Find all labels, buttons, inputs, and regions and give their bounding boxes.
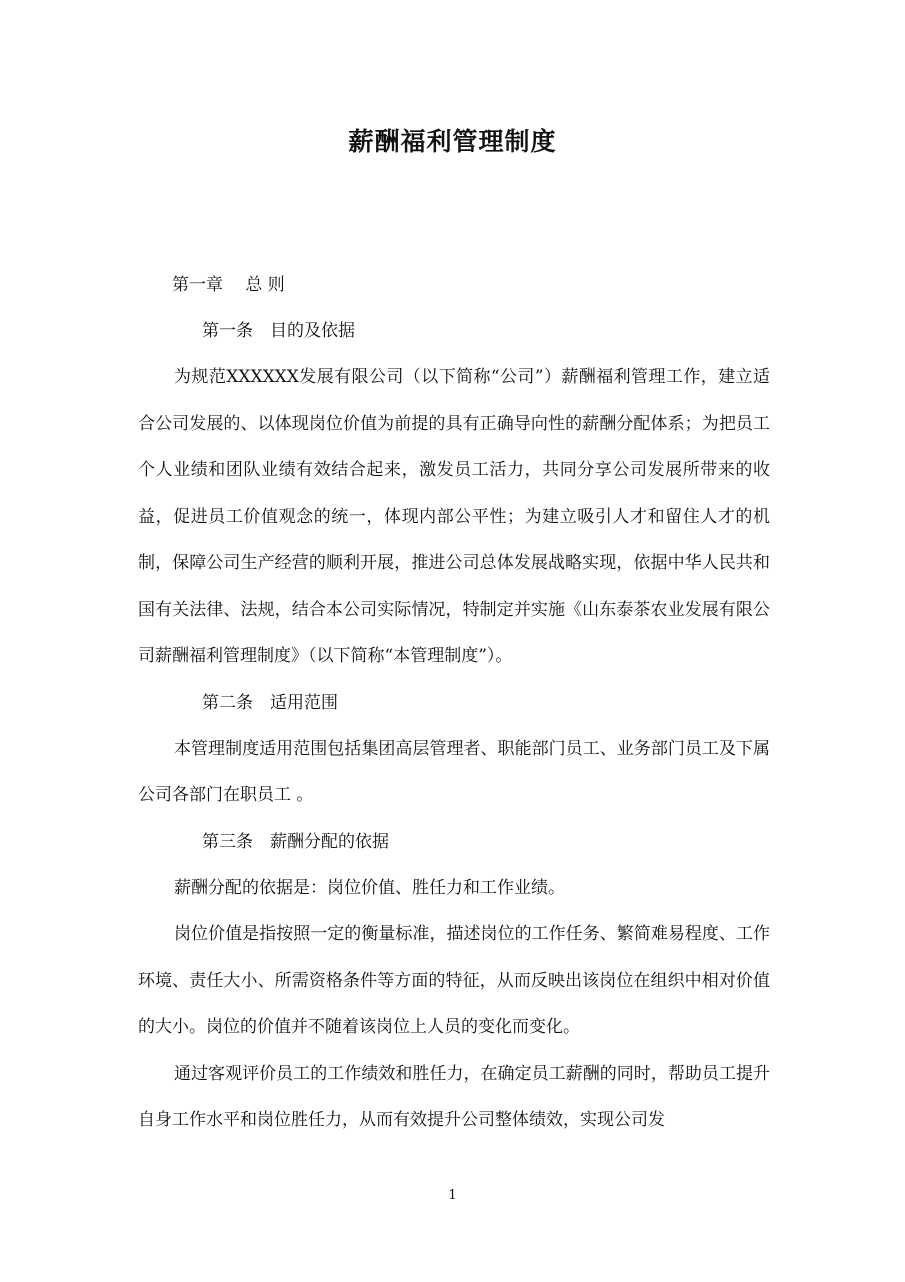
article-1-paragraph: 为规范XXXXXX发展有限公司（以下简称“公司”）薪酬福利管理工作，建立适合公司发展的、以体现岗位价值为前提的具有正确导向性的薪酬分配体系；为把员工个人业绩和团队业绩有效结合起来，激发员工活力，共同分享公司发展所带来的收益，促进员工价值观念的统一，体现内部公平性；为建立吸引人才和留住人才的机制，保障公司生产经营的顺利开展，推进公司总体发展战略实现，依据中华人民共和国有关法律、法规，结合本公司实际情况，特制定并实施《山东泰茶农业发展有限公司薪酬福利管理制度》（以下简称“本管理制度”）。 xyxy=(138,367,770,666)
article-3-heading: 第三条 薪酬分配的依据 xyxy=(202,831,389,852)
chapter-heading: 第一章 总 则 xyxy=(172,275,285,295)
article-2-heading: 第二条 适用范围 xyxy=(202,692,338,713)
article-3-paragraph-2: 岗位价值是指按照一定的衡量标准，描述岗位的工作任务、繁简难易程度、工作环境、责任大小、所需资格条件等方面的特征，从而反映出该岗位在组织中相对价值的大小。岗位的价值并不随着该岗位上人员的变化而变化。 xyxy=(138,924,770,1037)
document-body xyxy=(138,262,770,1144)
article-1-heading: 第一条 目的及依据 xyxy=(202,321,355,341)
article-3-paragraph-3: 通过客观评价员工的工作绩效和胜任力，在确定员工薪酬的同时，帮助员工提升自身工作水平和岗位胜任力，从而有效提升公司整体绩效，实现公司发 xyxy=(138,1063,770,1130)
page-number: 1 xyxy=(448,1188,457,1203)
document-title: 薪酬福利管理制度 xyxy=(348,127,557,156)
article-2-paragraph: 本管理制度适用范围包括集团高层管理者、职能部门员工、业务部门员工及下属公司各部门在职员工 。 xyxy=(138,738,770,805)
article-3-paragraph-1: 薪酬分配的依据是：岗位价值、胜任力和工作业绩。 xyxy=(174,877,565,898)
